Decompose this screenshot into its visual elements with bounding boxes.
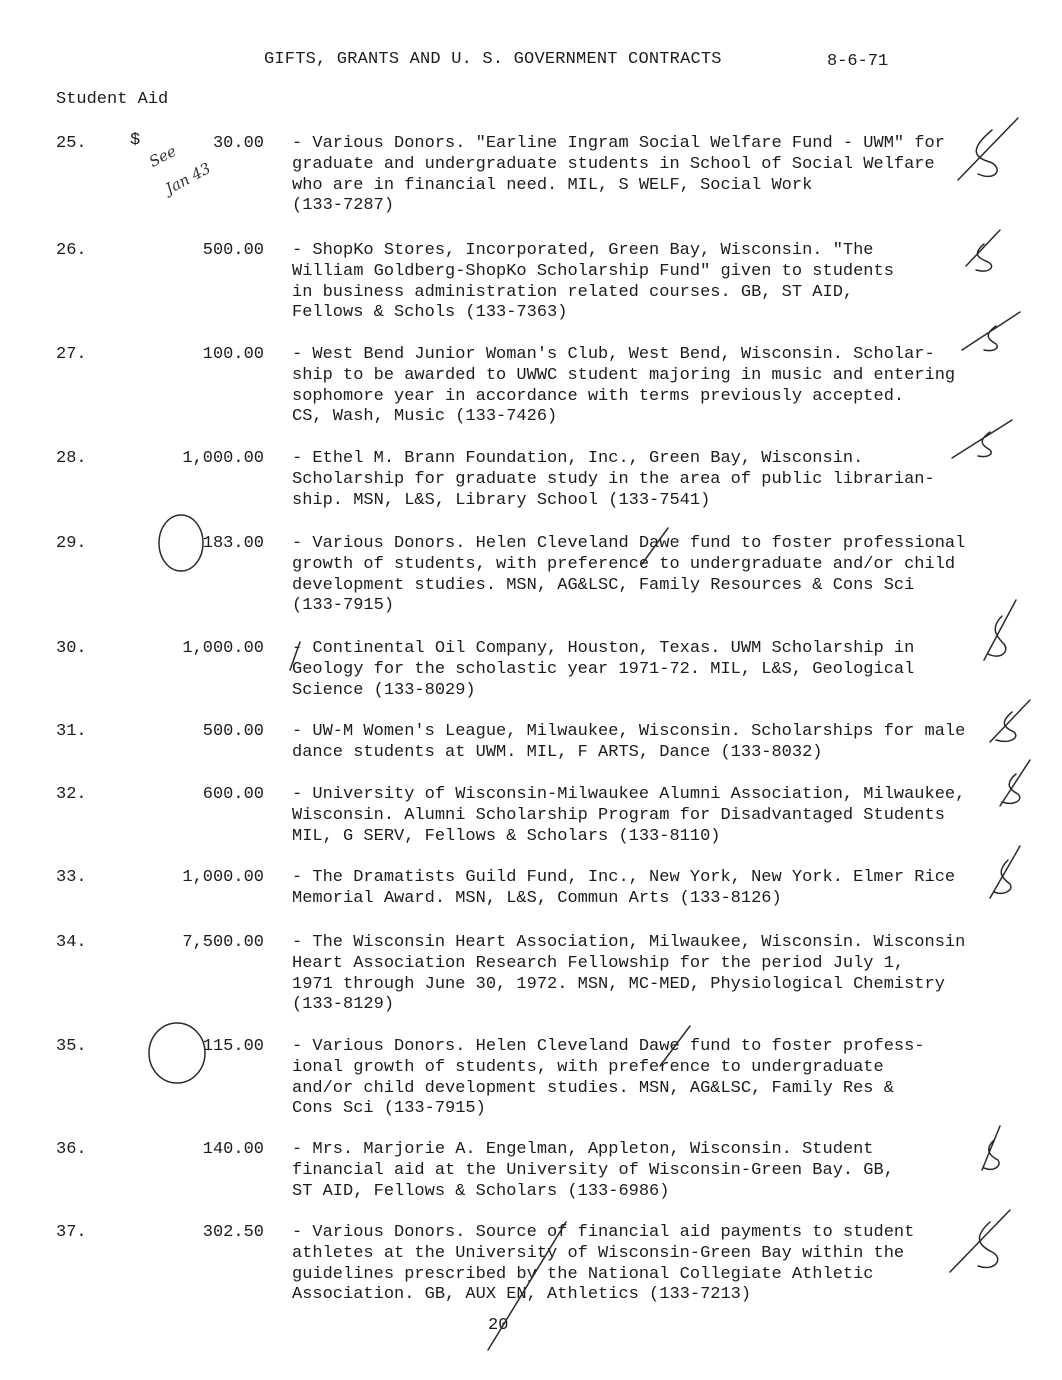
entry-amount: 1,000.00 xyxy=(182,868,264,887)
entry-description-line: - Various Donors. "Earline Ingram Social Welfare Fund - UWM" for xyxy=(292,134,945,153)
entry-description-line: (133-8129) xyxy=(292,995,395,1015)
entry-number: 32. xyxy=(56,785,87,804)
entry-description-line: ST AID, Fellows & Scholars (133-6986) xyxy=(292,1181,670,1201)
entry-description xyxy=(292,933,972,1016)
entry-description-line: who are in financial need. MIL, S WELF, Social Work xyxy=(292,175,813,195)
check-mark-icon xyxy=(990,846,1020,898)
entry-number: 33. xyxy=(56,868,87,887)
handwritten-note-line-2: Jan 43 xyxy=(162,159,214,198)
entry-number: 28. xyxy=(56,449,87,468)
entry-description-line: - Continental Oil Company, Houston, Texas. UWM Scholarship in xyxy=(292,639,915,658)
entry-description-line: ional growth of students, with preference to undergraduate xyxy=(292,1057,884,1077)
entry-description-line: - Various Donors. Source of financial aid payments to student xyxy=(292,1223,915,1242)
entry-amount: 302.50 xyxy=(202,1223,264,1242)
entry-description xyxy=(292,1037,972,1120)
entry-amount: 1,000.00 xyxy=(182,449,264,468)
handwritten-note-line-1: See xyxy=(146,141,180,171)
entry-description-line: ship. MSN, L&S, Library School (133-7541) xyxy=(292,490,711,510)
entry-number: 34. xyxy=(56,933,87,952)
entry-amount: 30.00 xyxy=(212,134,264,153)
entry-description-line: Wisconsin. Alumni Scholarship Program for Disadvantaged Students xyxy=(292,805,945,825)
entry-description-line: CS, Wash, Music (133-7426) xyxy=(292,407,558,427)
entry-description-line: - Mrs. Marjorie A. Engelman, Appleton, Wisconsin. Student xyxy=(292,1140,874,1159)
entry-number: 25. xyxy=(56,134,87,153)
entry-description-line: athletes at the University of Wisconsin-Green Bay within the xyxy=(292,1243,905,1263)
entry-description xyxy=(292,449,972,511)
currency-symbol: $ xyxy=(130,131,141,150)
entry-amount: 7,500.00 xyxy=(182,933,264,952)
entry-amount: 600.00 xyxy=(202,785,264,804)
entry-description-line: - University of Wisconsin-Milwaukee Alumni Association, Milwaukee, xyxy=(292,785,966,804)
entry-description-line: MIL, G SERV, Fellows & Scholars (133-8110) xyxy=(292,826,721,846)
entry-description-line: 1971 through June 30, 1972. MSN, MC-MED, Physiological Chemistry xyxy=(292,974,945,994)
entry-description-line: - UW-M Women's League, Milwaukee, Wisconsin. Scholarships for male xyxy=(292,722,966,741)
check-mark-icon xyxy=(990,700,1030,742)
entry-number: 26. xyxy=(56,241,87,260)
entry-description-line: graduate and undergraduate students in School of Social Welfare xyxy=(292,154,935,174)
entry-description-line: - Ethel M. Brann Foundation, Inc., Green Bay, Wisconsin. xyxy=(292,449,864,468)
entry-description-line: development studies. MSN, AG&LSC, Family Resources & Cons Sci xyxy=(292,575,915,595)
entry-description-line: ship to be awarded to UWWC student majoring in music and entering xyxy=(292,365,956,385)
entry-description-line: - The Dramatists Guild Fund, Inc., New York, New York. Elmer Rice xyxy=(292,868,956,887)
entry-description xyxy=(292,785,972,847)
entry-description-line: Science (133-8029) xyxy=(292,680,476,700)
entry-description-line: Fellows & Schols (133-7363) xyxy=(292,303,568,323)
entry-amount: 500.00 xyxy=(202,241,264,260)
check-mark-icon xyxy=(982,1126,1000,1170)
entry-number: 30. xyxy=(56,639,87,658)
entry-description-line: - The Wisconsin Heart Association, Milwaukee, Wisconsin. Wisconsin xyxy=(292,933,966,952)
page-title: GIFTS, GRANTS AND U. S. GOVERNMENT CONTRACTS xyxy=(264,50,722,69)
page-date: 8-6-71 xyxy=(827,52,889,71)
entry-description-line: William Goldberg-ShopKo Scholarship Fund" given to students xyxy=(292,261,894,281)
entry-number: 36. xyxy=(56,1140,87,1159)
check-mark-icon xyxy=(984,600,1016,660)
entry-description-line: guidelines prescribed by the National Collegiate Athletic xyxy=(292,1264,874,1284)
entry-description-line: and/or child development studies. MSN, AG&LSC, Family Res & xyxy=(292,1078,894,1098)
entry-description-line: - West Bend Junior Woman's Club, West Bend, Wisconsin. Scholar- xyxy=(292,345,935,364)
entry-description-line: growth of students, with preference to undergraduate and/or child xyxy=(292,554,956,574)
entry-description xyxy=(292,722,972,764)
entry-description-line: Geology for the scholastic year 1971-72. MIL, L&S, Geological xyxy=(292,659,915,679)
entry-amount: 100.00 xyxy=(202,345,264,364)
entry-description-line: Association. GB, AUX EN, Athletics (133-7213) xyxy=(292,1285,752,1305)
entry-description-line: (133-7915) xyxy=(292,596,395,616)
entry-description-line: dance students at UWM. MIL, F ARTS, Dance (133-8032) xyxy=(292,742,823,762)
entry-description-line: - Various Donors. Helen Cleveland Dawe fund to foster professional xyxy=(292,534,966,553)
entry-description xyxy=(292,345,972,428)
page-number: 20 xyxy=(488,1316,509,1335)
entry-number: 37. xyxy=(56,1223,87,1242)
check-mark-icon xyxy=(1000,760,1030,806)
entry-description-line: - ShopKo Stores, Incorporated, Green Bay, Wisconsin. "The xyxy=(292,241,874,260)
handwritten-note xyxy=(146,142,214,199)
entry-number: 31. xyxy=(56,722,87,741)
circle-mark xyxy=(159,515,203,571)
circle-mark xyxy=(149,1023,205,1083)
entry-amount: 183.00 xyxy=(202,534,264,553)
entry-description xyxy=(292,639,972,701)
entry-description-line: in business administration related courses. GB, ST AID, xyxy=(292,282,854,302)
entry-number: 27. xyxy=(56,345,87,364)
entry-description-line: Cons Sci (133-7915) xyxy=(292,1099,486,1119)
entry-description-line: Heart Association Research Fellowship for the period July 1, xyxy=(292,953,905,973)
entry-description xyxy=(292,134,972,217)
entry-description xyxy=(292,534,972,617)
entry-number: 29. xyxy=(56,534,87,553)
entry-description-line: financial aid at the University of Wisconsin-Green Bay. GB, xyxy=(292,1160,894,1180)
entry-number: 35. xyxy=(56,1037,87,1056)
entry-description-line: Memorial Award. MSN, L&S, Commun Arts (133-8126) xyxy=(292,888,782,908)
entry-description-line: Scholarship for graduate study in the area of public librarian- xyxy=(292,469,935,489)
entry-description xyxy=(292,241,972,324)
entry-description xyxy=(292,1223,972,1306)
entry-description-line: (133-7287) xyxy=(292,196,395,216)
entry-amount: 500.00 xyxy=(202,722,264,741)
entry-description-line: sophomore year in accordance with terms previously accepted. xyxy=(292,386,905,406)
entry-description xyxy=(292,868,972,910)
entry-amount: 115.00 xyxy=(202,1037,264,1056)
entry-description xyxy=(292,1140,972,1202)
section-label: Student Aid xyxy=(56,90,169,109)
entry-amount: 140.00 xyxy=(202,1140,264,1159)
entry-description-line: - Various Donors. Helen Cleveland Dawe fund to foster profess- xyxy=(292,1037,925,1056)
entry-amount: 1,000.00 xyxy=(182,639,264,658)
